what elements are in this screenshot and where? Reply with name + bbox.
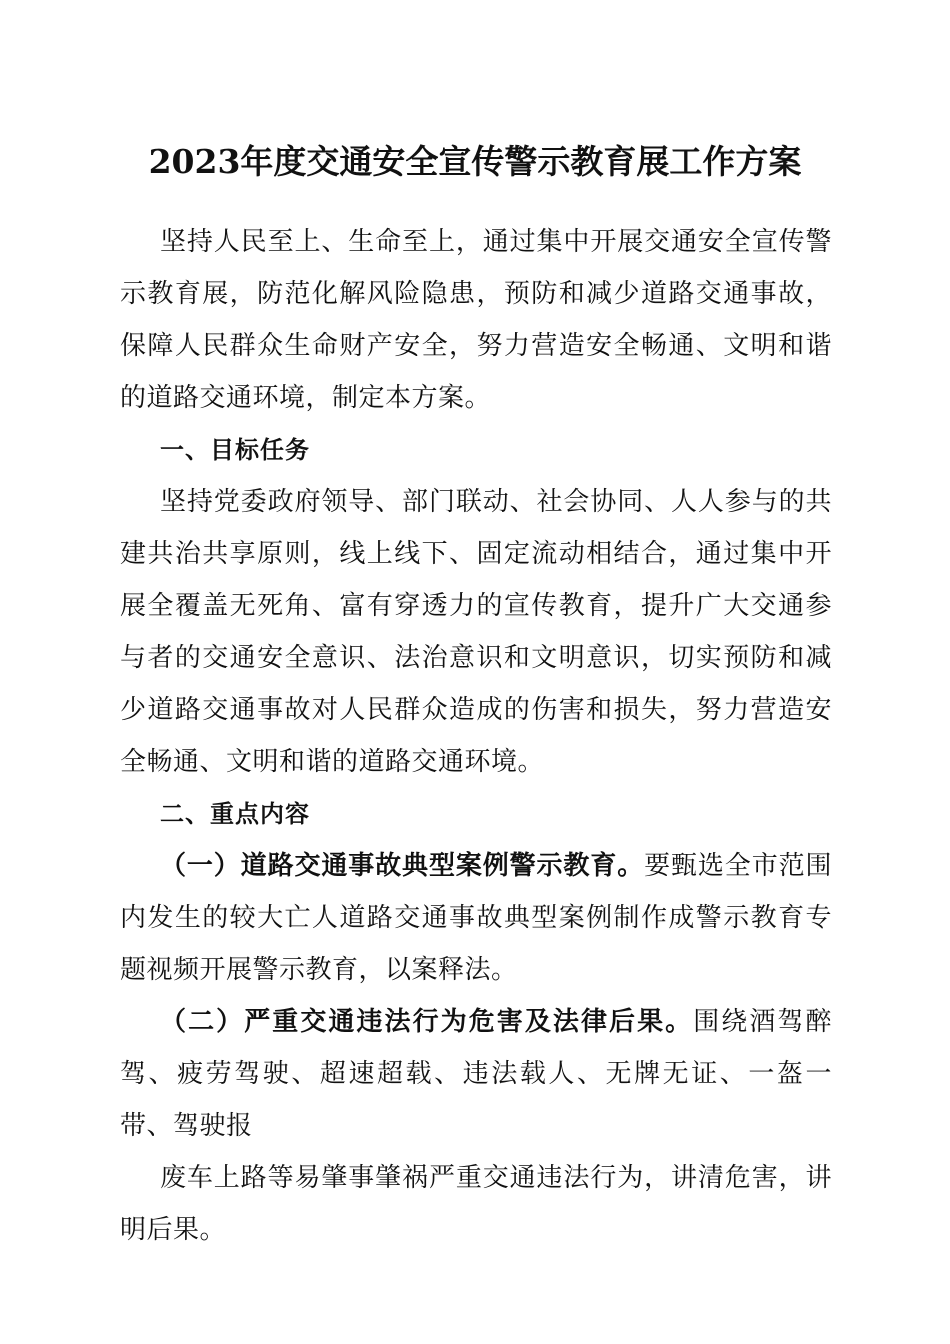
item-1-text: 要甄选全市范围内发生的较大亡人道路交通事故典型案例制作成警示教育专题视频开展警示教育，以案释法。 <box>120 851 832 985</box>
item-2-lead: （二）严重交通违法行为危害及法律后果。 <box>160 1007 694 1037</box>
section-heading-key-content: 二、重点内容 <box>160 800 310 828</box>
intro-paragraph: 坚持人民至上、生命至上，通过集中开展交通安全宣传警示教育展，防范化解风险隐患，预防和减少道路交通事故，保障人民群众生命财产安全，努力营造安全畅通、文明和谐的道路交通环境，制定本方案。 <box>120 227 832 413</box>
document-body <box>120 216 832 1256</box>
document-title: 2023年度交通安全宣传警示教育展工作方案 <box>148 142 802 181</box>
key-content-item-1 <box>120 840 832 996</box>
key-content-item-2-continuation: 废车上路等易肇事肇祸严重交通违法行为，讲清危害，讲明后果。 <box>120 1163 832 1245</box>
key-content-item-2 <box>120 996 832 1152</box>
goals-paragraph: 坚持党委政府领导、部门联动、社会协同、人人参与的共建共治共享原则，线上线下、固定流动相结合，通过集中开展全覆盖无死角、富有穿透力的宣传教育，提升广大交通参与者的交通安全意识、法治意识和文明意识，切实预防和减少道路交通事故对人民群众造成的伤害和损失，努力营造安全畅通、文明和谐的道路交通环境。 <box>120 487 832 777</box>
section-heading-goals: 一、目标任务 <box>160 436 310 464</box>
item-2-text: 围绕酒驾醉驾、疲劳驾驶、超速超载、违法载人、无牌无证、一盔一带、驾驶报 <box>120 1007 832 1141</box>
item-1-lead: （一）道路交通事故典型案例警示教育。 <box>160 851 645 881</box>
